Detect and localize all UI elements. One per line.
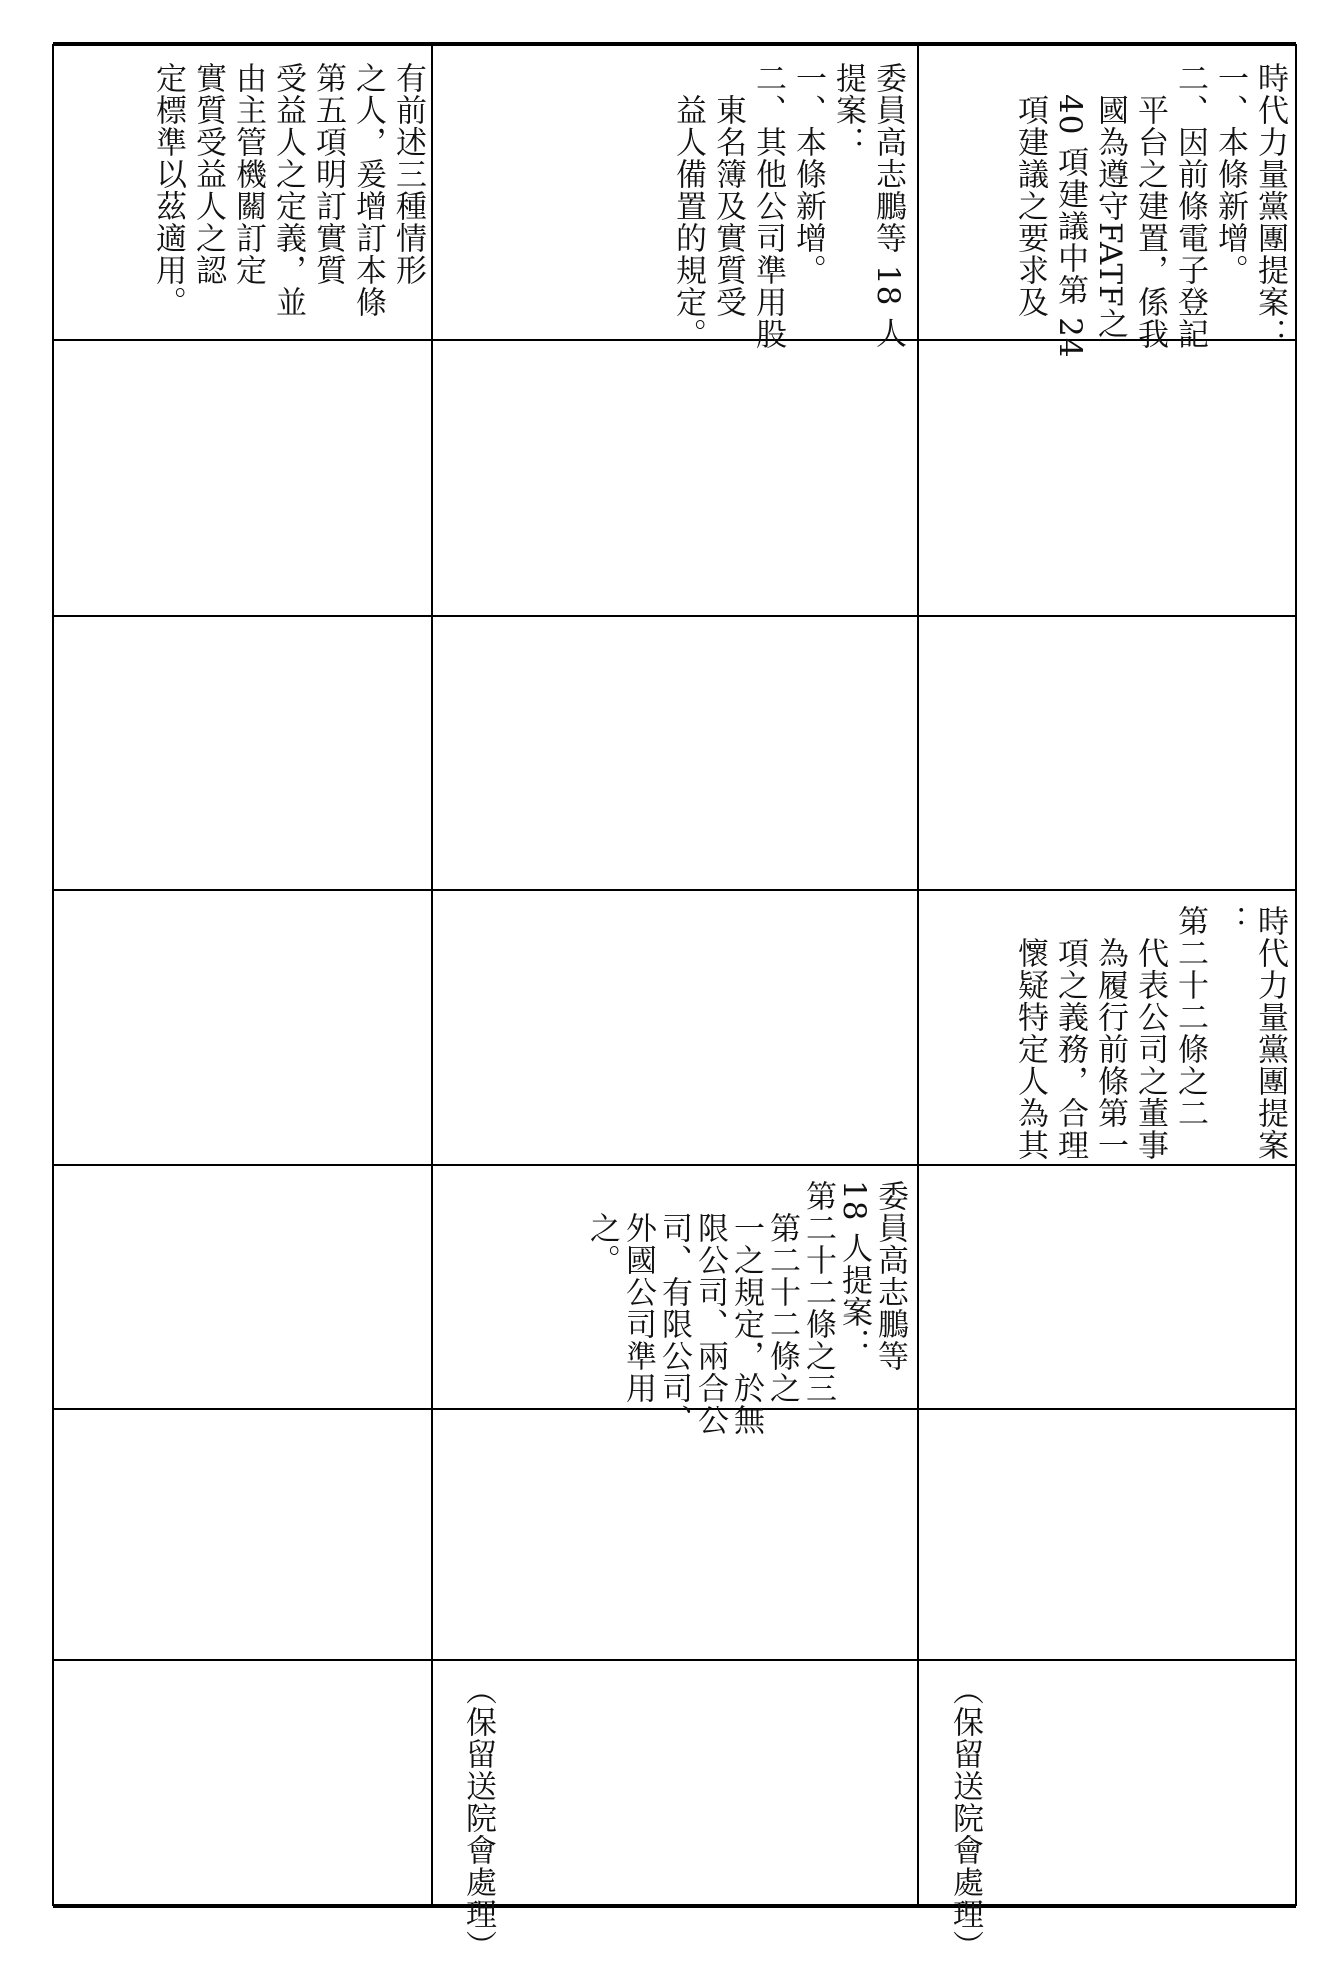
text-line: 時代力量黨團提案： bbox=[1252, 62, 1288, 350]
cell-proposal-npp bbox=[925, 905, 1290, 1160]
text-line: 提案： bbox=[830, 62, 866, 158]
text-line: 代表公司之董事 bbox=[1132, 905, 1168, 1161]
text-line: 平台之建置，係我 bbox=[1132, 62, 1168, 350]
text-line: 二、其他公司準用股 bbox=[750, 62, 786, 350]
text-line: 限公司、兩合公 bbox=[692, 1180, 728, 1436]
text-line: 定標準以茲適用。 bbox=[150, 62, 186, 318]
text-line: （保留送院會處理） bbox=[947, 1674, 983, 1962]
text-line: 益人備置的規定。 bbox=[670, 62, 706, 350]
text-line: ： bbox=[1212, 905, 1248, 937]
text-line: 懷疑特定人為其 bbox=[1012, 905, 1048, 1161]
text-line: 外國公司準用 bbox=[620, 1180, 656, 1404]
text-line: 實質受益人之認 bbox=[190, 62, 226, 286]
text-line: 40 項建議中第 24 bbox=[1052, 62, 1088, 359]
text-line: 第二十二條之三 bbox=[800, 1180, 836, 1404]
text-line: 有前述三種情形 bbox=[390, 62, 426, 286]
cell-explanation-previous bbox=[58, 62, 428, 337]
cell-decision-gao bbox=[438, 1674, 498, 1962]
text-line: 18 人提案： bbox=[836, 1180, 872, 1361]
text-line: 第五項明訂實質 bbox=[310, 62, 346, 286]
text-line: 之人，爰增訂本條 bbox=[350, 62, 386, 318]
text-line: 國為遵守FATF之 bbox=[1092, 62, 1128, 340]
cell-explanation-gao bbox=[438, 62, 908, 350]
text-line: 二、因前條電子登記 bbox=[1172, 62, 1208, 350]
cell-explanation-npp bbox=[925, 62, 1290, 359]
text-line: 第二十二條之二 bbox=[1172, 905, 1208, 1129]
cell-proposal-gao bbox=[438, 1180, 908, 1436]
text-line: 東名簿及實質受 bbox=[710, 62, 746, 318]
text-line: （保留送院會處理） bbox=[460, 1674, 496, 1962]
text-line: 一之規定，於無 bbox=[728, 1180, 764, 1436]
text-line: 項建議之要求及 bbox=[1012, 62, 1048, 318]
text-line: 之。 bbox=[584, 1180, 620, 1276]
text-line: 一、本條新增。 bbox=[790, 62, 826, 286]
text-line: 受益人之定義，並 bbox=[270, 62, 306, 318]
text-line: 委員高志鵬等 18 人 bbox=[870, 62, 906, 350]
text-line: 項之義務，合理 bbox=[1052, 905, 1088, 1161]
cell-decision-npp bbox=[925, 1674, 985, 1962]
text-line: 一、本條新增。 bbox=[1212, 62, 1248, 286]
text-line: 第二十二條之 bbox=[764, 1180, 800, 1404]
text-line: 司、有限公司、 bbox=[656, 1180, 692, 1436]
text-line: 由主管機關訂定 bbox=[230, 62, 266, 286]
text-line: 時代力量黨團提案 bbox=[1252, 905, 1288, 1161]
text-line: 委員高志鵬等 bbox=[872, 1180, 908, 1372]
text-line: 為履行前條第一 bbox=[1092, 905, 1128, 1161]
